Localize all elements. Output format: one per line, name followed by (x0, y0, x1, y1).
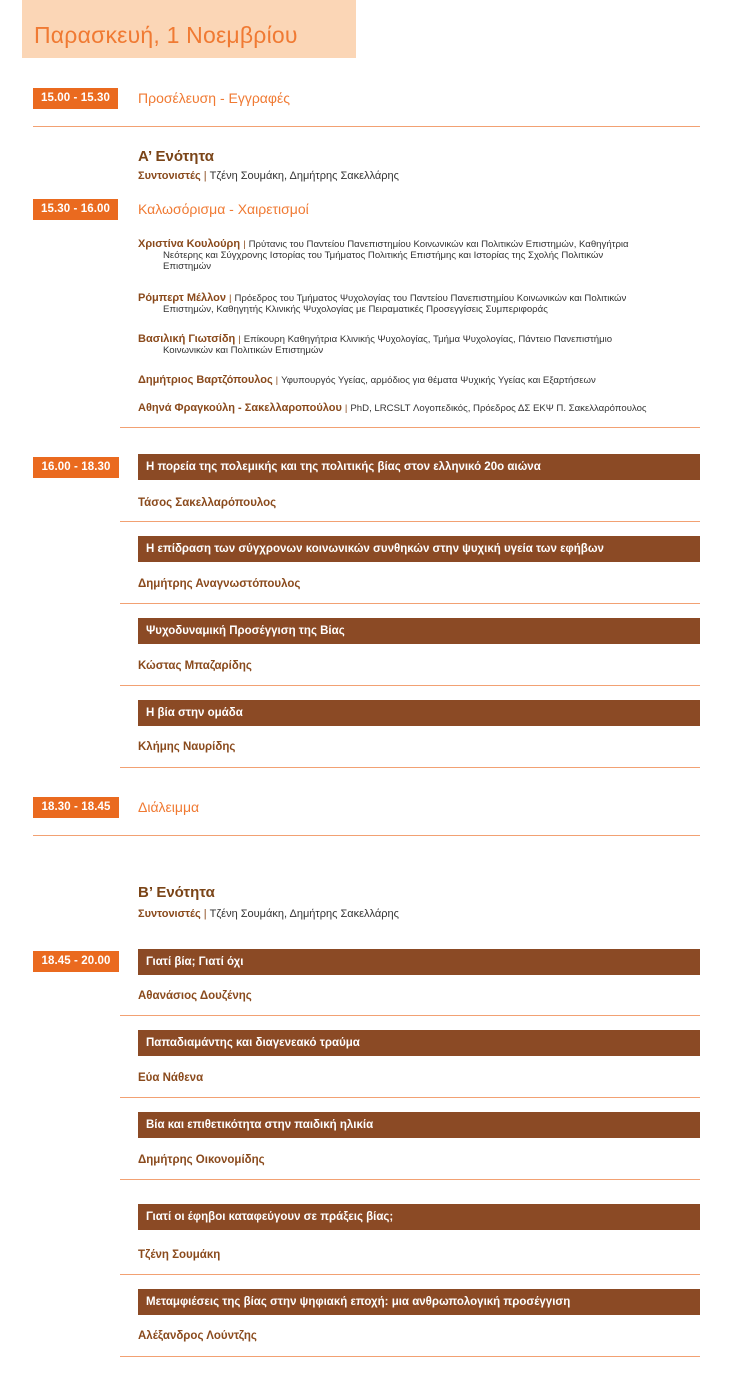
divider (120, 1097, 700, 1098)
section-b-title: Β’ Ενότητα (138, 884, 215, 901)
speaker-name: Χριστίνα Κουλούρη (138, 238, 241, 250)
talk-presenter: Αλέξανδρος Λούντζης (138, 1330, 257, 1342)
talk-title-bar: Παπαδιαμάντης και διαγενεακό τραύμα (138, 1030, 700, 1056)
divider (33, 835, 700, 836)
slot-title-arrival: Προσέλευση - Εγγραφές (138, 90, 290, 106)
separator: | (243, 239, 246, 250)
separator: | (228, 293, 232, 304)
speaker-entry (138, 239, 698, 272)
talk-title-bar: Η βία στην ομάδα (138, 700, 700, 726)
divider (120, 603, 700, 604)
talk-presenter: Τζένη Σουμάκη (138, 1249, 221, 1261)
speaker-role: Πρόεδρος του Τμήματος Ψυχολογίας του Παντείου Πανεπιστημίου Κοινωνικών και Πολιτικών (234, 293, 627, 304)
speaker-name: Αθηνά Φραγκούλη - Σακελλαροπούλου (138, 402, 342, 414)
divider (120, 1179, 700, 1180)
coordinators-names: Τζένη Σουμάκη, Δημήτρης Σακελλάρης (209, 170, 399, 182)
talk-title-bar: Ψυχοδυναμική Προσέγγιση της Βίας (138, 618, 700, 644)
divider (33, 126, 700, 127)
divider (120, 685, 700, 686)
talk-presenter: Κώστας Μπαζαρίδης (138, 660, 252, 672)
section-a-coordinators (138, 170, 399, 182)
talk-presenter: Αθανάσιος Δουζένης (138, 990, 252, 1002)
slot-title-welcome: Καλωσόρισμα - Χαιρετισμοί (138, 201, 309, 217)
talk-presenter: Δημήτρης Αναγνωστόπουλος (138, 578, 301, 590)
speaker-role-cont: Επιστημών, Καθηγητής Κλινικής Ψυχολογίας με Πειραματικές Προσεγγίσεις Συμπεριφοράς (163, 304, 548, 315)
speaker-name: Δημήτριος Βαρτζόπουλος (138, 374, 273, 386)
divider (120, 1015, 700, 1016)
speaker-entry (138, 293, 698, 315)
coordinators-names: Τζένη Σουμάκη, Δημήτρης Σακελλάρης (209, 908, 399, 920)
coordinators-label: Συντονιστές (138, 908, 201, 920)
time-badge: 15.00 - 15.30 (33, 88, 118, 109)
speaker-role-cont: Κοινωνικών και Πολιτικών Επιστημών (163, 345, 324, 356)
section-b-coordinators (138, 908, 399, 920)
time-badge: 18.30 - 18.45 (33, 797, 119, 818)
speaker-role: Πρύτανις του Παντείου Πανεπιστημίου Κοινωνικών και Πολιτικών Επιστημών, Καθηγήτρια (248, 239, 629, 250)
separator: | (203, 908, 207, 920)
divider (120, 1356, 700, 1357)
talk-presenter: Τάσος Σακελλαρόπουλος (138, 497, 277, 509)
separator: | (275, 375, 279, 386)
talk-title-bar: Η επίδραση των σύγχρονων κοινωνικών συνθηκών στην ψυχική υγεία των εφήβων (138, 536, 700, 562)
separator: | (203, 170, 207, 182)
separator: | (238, 334, 241, 345)
coordinators-label: Συντονιστές (138, 170, 201, 182)
day-title: Παρασκευή, 1 Νοεμβρίου (34, 22, 298, 48)
speaker-entry (138, 403, 698, 414)
talk-presenter: Δημήτρης Οικονομίδης (138, 1154, 265, 1166)
divider (120, 521, 700, 522)
divider (120, 1274, 700, 1275)
talk-title-bar: Γιατί οι έφηβοι καταφεύγουν σε πράξεις βίας; (138, 1204, 700, 1230)
speaker-name: Βασιλική Γιωτσίδη (138, 333, 236, 345)
speaker-role: Υφυπουργός Υγείας, αρμόδιος για θέματα Ψυχικής Υγείας και Εξαρτήσεων (281, 375, 596, 386)
speaker-entry (138, 334, 698, 356)
divider (120, 767, 700, 768)
separator: | (344, 403, 348, 414)
slot-title-break: Διάλειμμα (138, 799, 200, 815)
talk-title-bar: Μεταμφιέσεις της βίας στην ψηφιακή εποχή: μια ανθρωπολογική προσέγγιση (138, 1289, 700, 1315)
speaker-name: Ρόμπερτ Μέλλον (138, 292, 226, 304)
speaker-role-cont: Νεότερης και Σύγχρονης Ιστορίας του Τμήματος Πολιτικής Επιστήμης και Ιστορίας της Σχολής Πολιτικών (163, 250, 604, 261)
talk-title-bar: Βία και επιθετικότητα στην παιδική ηλικία (138, 1112, 700, 1138)
speaker-role: Επίκουρη Καθηγήτρια Κλινικής Ψυχολογίας, Τμήμα Ψυχολογίας, Πάντειο Πανεπιστήμιο (243, 334, 613, 345)
divider (120, 427, 700, 428)
talk-title-bar: Η πορεία της πολεμικής και της πολιτικής βίας στον ελληνικό 20ο αιώνα (138, 454, 700, 480)
speaker-role-cont: Επιστημών (163, 261, 212, 272)
talk-title-bar: Γιατί βία; Γιατί όχι (138, 949, 700, 975)
time-badge: 15.30 - 16.00 (33, 199, 118, 220)
talk-presenter: Κλήμης Ναυρίδης (138, 741, 236, 753)
speaker-role: PhD, LRCSLT Λογοπεδικός, Πρόεδρος ΔΣ ΕΚΨ Π. Σακελλαρόπουλος (350, 403, 647, 414)
day-header (22, 0, 356, 58)
speaker-entry (138, 375, 698, 386)
talk-presenter: Εύα Νάθενα (138, 1072, 204, 1084)
section-a-title: Α’ Ενότητα (138, 148, 214, 165)
time-badge: 18.45 - 20.00 (33, 951, 119, 972)
time-badge: 16.00 - 18.30 (33, 457, 119, 478)
